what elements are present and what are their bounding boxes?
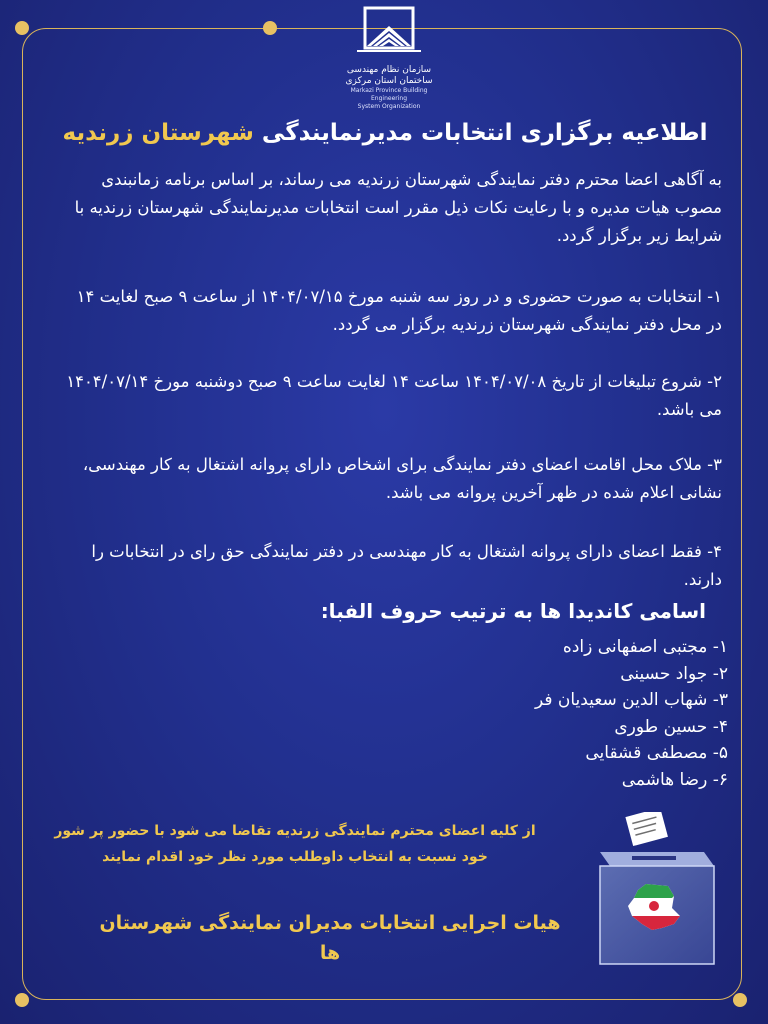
candidates-list bbox=[535, 634, 728, 793]
intro-paragraph: به آگاهی اعضا محترم دفتر نمایندگی شهرستان زرندیه می رساند، بر اساس برنامه زمانبندی مصوب هیات مدیره و با رعایت نکات ذیل مقرر است انتخابات مدیرنمایندگی شهرستان زرندیه با شرایط زیر برگزار گردد. bbox=[74, 170, 722, 245]
ballot-box-icon bbox=[592, 812, 722, 972]
rule-item-4: ۴- فقط اعضای دارای پروانه اشتغال به کار مهندسی در دفتر نمایندگی حق رای در انتخابات را دارند. bbox=[91, 542, 722, 589]
candidate-item: ۴- حسین طوری bbox=[614, 716, 728, 737]
title-highlight: شهرستان زرندیه bbox=[62, 120, 254, 146]
signature: هیات اجرایی انتخابات مدیران نمایندگی شهرستان ها bbox=[99, 912, 561, 964]
candidate-item: ۵- مصطفی قشقایی bbox=[585, 743, 728, 763]
candidate-item: ۲- جواد حسینی bbox=[620, 663, 728, 684]
announcement-title bbox=[60, 116, 710, 150]
candidate-item: ۱- مجتبی اصفهانی زاده bbox=[562, 637, 728, 657]
candidate-item: ۳- شهاب الدین سعیدیان فر bbox=[534, 690, 728, 710]
frame-corner-dot bbox=[263, 21, 277, 35]
candidates-heading: اسامی کاندیدا ها به ترتیب حروف الفبا: bbox=[320, 599, 706, 623]
organization-name-fa: سازمان نظام مهندسی ساختمان استان مرکزی bbox=[345, 65, 433, 86]
candidate-item: ۶- رضا هاشمی bbox=[621, 769, 728, 790]
closing-line-1: از کلیه اعضای محترم نمایندگی زرندیه تقاضا می شود با حضور پر شور bbox=[54, 823, 536, 839]
organization-logo bbox=[334, 6, 444, 111]
frame-corner-dot bbox=[733, 993, 747, 1007]
frame-corner-dot bbox=[15, 993, 29, 1007]
building-logo-icon bbox=[357, 6, 421, 64]
frame-corner-dot bbox=[15, 21, 29, 35]
title-prefix: اطلاعیه برگزاری انتخابات مدیرنمایندگی bbox=[253, 120, 708, 146]
rule-item-3: ۳- ملاک محل اقامت اعضای دفتر نمایندگی برای اشخاص دارای پروانه اشتغال به کار مهندسی، نشانی اعلام شده در ظهر آخرین پروانه می باشد. bbox=[82, 455, 722, 502]
organization-name-en-line2: System Organization bbox=[357, 103, 421, 110]
rule-item-2: ۲- شروع تبلیغات از تاریخ ۱۴۰۴/۰۷/۰۸ ساعت ۱۴ لغایت ساعت ۹ صبح دوشنبه مورخ ۱۴۰۴/۰۷/۱۴ می باشد. bbox=[66, 372, 722, 419]
closing-line-2: خود نسبت به انتخاب داوطلب مورد نظر خود اقدام نمایند bbox=[102, 849, 488, 865]
closing-message bbox=[40, 818, 550, 870]
rule-item-1: ۱- انتخابات به صورت حضوری و در روز سه شنبه مورخ ۱۴۰۴/۰۷/۱۵ از ساعت ۹ صبح لغایت ۱۴ در محل دفتر نمایندگی شهرستان زرندیه برگزار می گردد. bbox=[76, 287, 722, 334]
organization-name-en-line1: Markazi Province Building Engineering bbox=[350, 87, 428, 102]
